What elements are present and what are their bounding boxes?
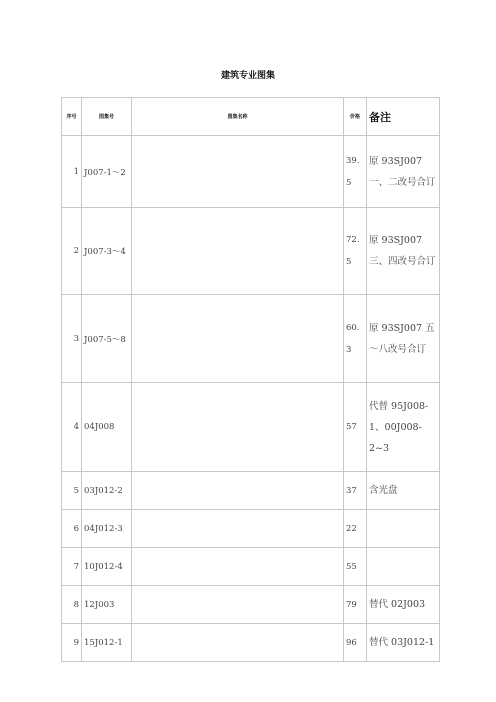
cell-name: [132, 208, 344, 295]
cell-name: [132, 383, 344, 472]
cell-note: 原 93SJ007 五～八改号合订: [367, 295, 440, 383]
table-row: [62, 383, 440, 472]
cell-name: [132, 472, 344, 510]
cell-price: 37: [344, 472, 367, 510]
page-title: 建筑专业图集: [220, 71, 275, 81]
cell-seq: 1: [62, 136, 82, 208]
cell-name: [132, 295, 344, 383]
cell-name: [132, 624, 344, 662]
header-seq: 序号: [62, 98, 82, 136]
table-row: [62, 136, 440, 208]
cell-name: [132, 548, 344, 586]
table-row: [62, 548, 440, 586]
cell-price: 39.5: [344, 136, 367, 208]
cell-name: [132, 136, 344, 208]
table-row: [62, 624, 440, 662]
cell-number: J007-1～2: [82, 136, 132, 208]
cell-seq: 9: [62, 624, 82, 662]
cell-note: [367, 548, 440, 586]
header-name: 图集名称: [132, 98, 344, 136]
cell-price: 55: [344, 548, 367, 586]
cell-note: 原 93SJ007 一、二改号合订: [367, 136, 440, 208]
cell-seq: 7: [62, 548, 82, 586]
cell-name: [132, 586, 344, 624]
cell-price: 72.5: [344, 208, 367, 295]
header-price: 价格: [344, 98, 367, 136]
cell-number: 03J012-2: [82, 472, 132, 510]
header-number: 图集号: [82, 98, 132, 136]
cell-note: 原 93SJ007 三、四改号合订: [367, 208, 440, 295]
cell-number: 10J012-4: [82, 548, 132, 586]
cell-number: J007-5～8: [82, 295, 132, 383]
cell-seq: 4: [62, 383, 82, 472]
atlas-table: [61, 97, 440, 662]
cell-note: 替代 03J012-1: [367, 624, 440, 662]
cell-seq: 2: [62, 208, 82, 295]
cell-note: 代替 95J008-1、00J008-2~3: [367, 383, 440, 472]
table-row: [62, 208, 440, 295]
cell-price: 79: [344, 586, 367, 624]
cell-note: 含光盘: [367, 472, 440, 510]
cell-number: 15J012-1: [82, 624, 132, 662]
cell-seq: 3: [62, 295, 82, 383]
cell-seq: 8: [62, 586, 82, 624]
cell-seq: 5: [62, 472, 82, 510]
cell-price: 22: [344, 510, 367, 548]
cell-seq: 6: [62, 510, 82, 548]
table-header-row: [62, 98, 440, 136]
table-row: [62, 295, 440, 383]
cell-price: 57: [344, 383, 367, 472]
table-row: [62, 472, 440, 510]
cell-number: J007-3～4: [82, 208, 132, 295]
cell-number: 12J003: [82, 586, 132, 624]
header-note: 备注: [367, 98, 440, 136]
cell-price: 96: [344, 624, 367, 662]
table-row: [62, 510, 440, 548]
cell-number: 04J008: [82, 383, 132, 472]
table-row: [62, 586, 440, 624]
cell-note: [367, 510, 440, 548]
cell-name: [132, 510, 344, 548]
cell-note: 替代 02J003: [367, 586, 440, 624]
cell-number: 04J012-3: [82, 510, 132, 548]
cell-price: 60.3: [344, 295, 367, 383]
